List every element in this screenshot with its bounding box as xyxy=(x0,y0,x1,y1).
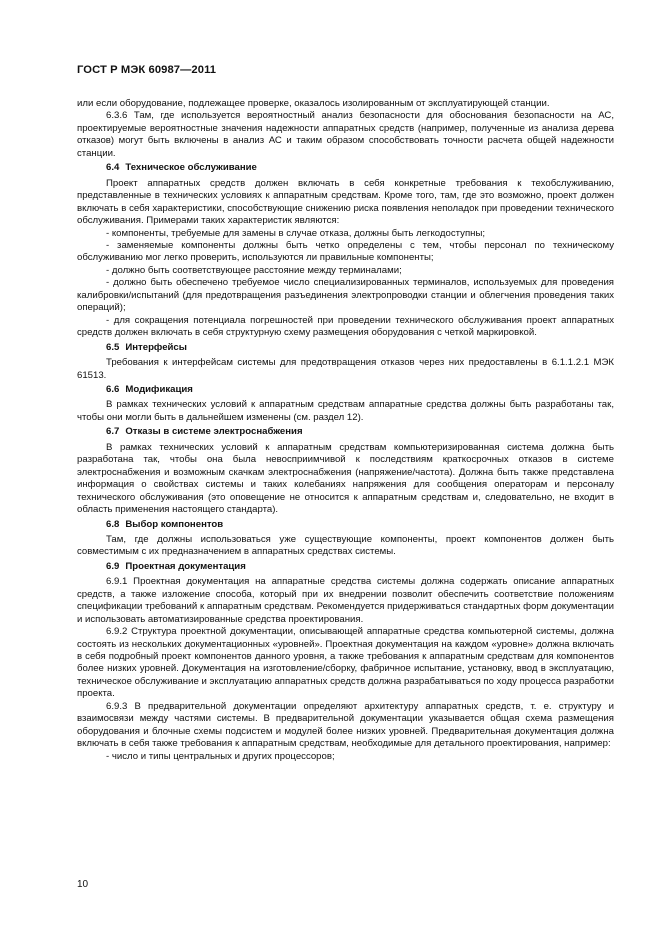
section-heading xyxy=(77,426,614,438)
section-heading xyxy=(77,561,614,573)
paragraph: 6.3.6 Там, где используется вероятностный анализ безопасности для обоснования безопасности на АС, проектируемые вероятностные значения надежности аппаратных средств (например, полученные из анализа дерева отказов) могут быть включены в анализ АС и таким образом способствовать точности расчета общей надежности станции. xyxy=(77,110,614,159)
paragraph: Проект аппаратных средств должен включать в себя конкретные требования к техобслуживанию, представленные в технических условиях к аппаратным средствам. Кроме того, там, где это возможно, проект должен включать в себя характеристики, способствующие снижению риска появления неполадок при проведении технического обслуживания. Примерами таких характеристик являются: xyxy=(77,177,614,227)
section-heading xyxy=(77,384,614,396)
section-number: 6.5 xyxy=(106,341,120,353)
paragraph: В рамках технических условий к аппаратным средствам компьютеризированная система должна быть разработана так, чтобы она была невосприимчивой к последствиям краткосрочных отказов в системе электроснабжения и возможным скачкам электроснабжения (напряжение/частота). Должна быть также представлена информация о свойствах системы и таких колебаниях напряжения для сообщения операторам и персоналу технического обслуживания (это оповещение не относится к аппаратным средствам и, следовательно, не входит в область применения настоящего стандарта). xyxy=(77,441,614,516)
section-heading xyxy=(77,519,614,531)
section-title: Модификация xyxy=(125,383,193,395)
section-title: Отказы в системе электроснабжения xyxy=(125,426,303,438)
paragraph: 6.9.1 Проектная документация на аппаратные средства системы должна содержать описание аппаратных средств, а также изложение способа, который при их внедрении позволит обеспечить соответствие положениям спецификации требований к аппаратным средствам. Рекомендуется придерживаться стандартных форм документации и использовать автоматизированные средства проектирования. xyxy=(77,576,614,625)
page-number: 10 xyxy=(77,879,89,890)
paragraph: 6.9.3 В предварительной документации определяют архитектуру аппаратных средств, т. е. структуру и взаимосвязи между частями системы. В предварительной документации указывается общая схема размещения оборудования и блочные схемы подсистем и модулей более низких уровней. Предварительная документация должна включать в себя также требования к аппаратным средствам, необходимые для детального проектирования, например: xyxy=(77,700,614,750)
paragraph: - число и типы центральных и других процессоров; xyxy=(106,750,335,762)
paragraph: Требования к интерфейсам системы для предотвращения отказов через них предоставлены в 6.1.1.2.1 МЭК 61513. xyxy=(77,357,614,381)
section-number: 6.9 xyxy=(106,560,120,572)
paragraph: - заменяемые компоненты должны быть четко определены с тем, чтобы персонал по техническому обслуживанию мог легко проверить, используются ли правильные компоненты; xyxy=(77,239,614,264)
paragraph: - должно быть соответствующее расстояние между терминалами; xyxy=(106,264,402,276)
section-number: 6.8 xyxy=(106,518,120,530)
paragraph: - должно быть обеспечено требуемое число специализированных терминалов, используемых для проведения калибровки/испытаний (для предотвращения разъединения электропроводки станции и облегчения проведения таких операций); xyxy=(77,277,614,314)
section-title: Выбор компонентов xyxy=(125,518,224,530)
document-body xyxy=(77,98,614,763)
section-number: 6.7 xyxy=(106,426,120,438)
paragraph: - для сокращения потенциала погрешностей при проведении технического обслуживания проект аппаратных средств должен включать в себя структурную схему размещения оборудования с четкой маркировкой. xyxy=(77,314,614,339)
paragraph: - компоненты, требуемые для замены в случае отказа, должны быть легкодоступны; xyxy=(106,227,486,239)
section-title: Техническое обслуживание xyxy=(125,162,257,174)
paragraph: или если оборудование, подлежащее проверке, оказалось изолированным от эксплуатирующей станции. xyxy=(77,98,550,109)
paragraph: Там, где должны использоваться уже существующие компоненты, проект компонентов должен быть совместимым с их предназначением в аппаратных средствах системы. xyxy=(77,533,614,558)
section-title: Интерфейсы xyxy=(125,341,187,353)
section-heading xyxy=(77,342,614,354)
paragraph: 6.9.2 Структура проектной документации, описывающей аппаратные средства компьютерной системы, должна состоять из нескольких документационных «уровней». Проектная документация на каждом «уровне» должна включать в себя подробный проект компонентов данного уровня, а также требования к аппаратным средствам для компонентов более низких уровней. Документация на изготовление/сборку, фабричное испытание, установку, ввод в эксплуатацию, техническое обслуживание и эксплуатацию аппаратных средств должна разрабатываться по ходу процесса разработки проекта. xyxy=(77,626,614,700)
section-number: 6.4 xyxy=(106,162,120,174)
section-number: 6.6 xyxy=(106,383,120,395)
paragraph: В рамках технических условий к аппаратным средствам аппаратные средства должны быть разработаны так, чтобы они могли быть в дальнейшем изменены (см. раздел 12). xyxy=(77,399,614,423)
section-title: Проектная документация xyxy=(125,560,246,572)
page-header: ГОСТ Р МЭК 60987—2011 xyxy=(77,64,217,76)
section-heading xyxy=(77,162,614,174)
